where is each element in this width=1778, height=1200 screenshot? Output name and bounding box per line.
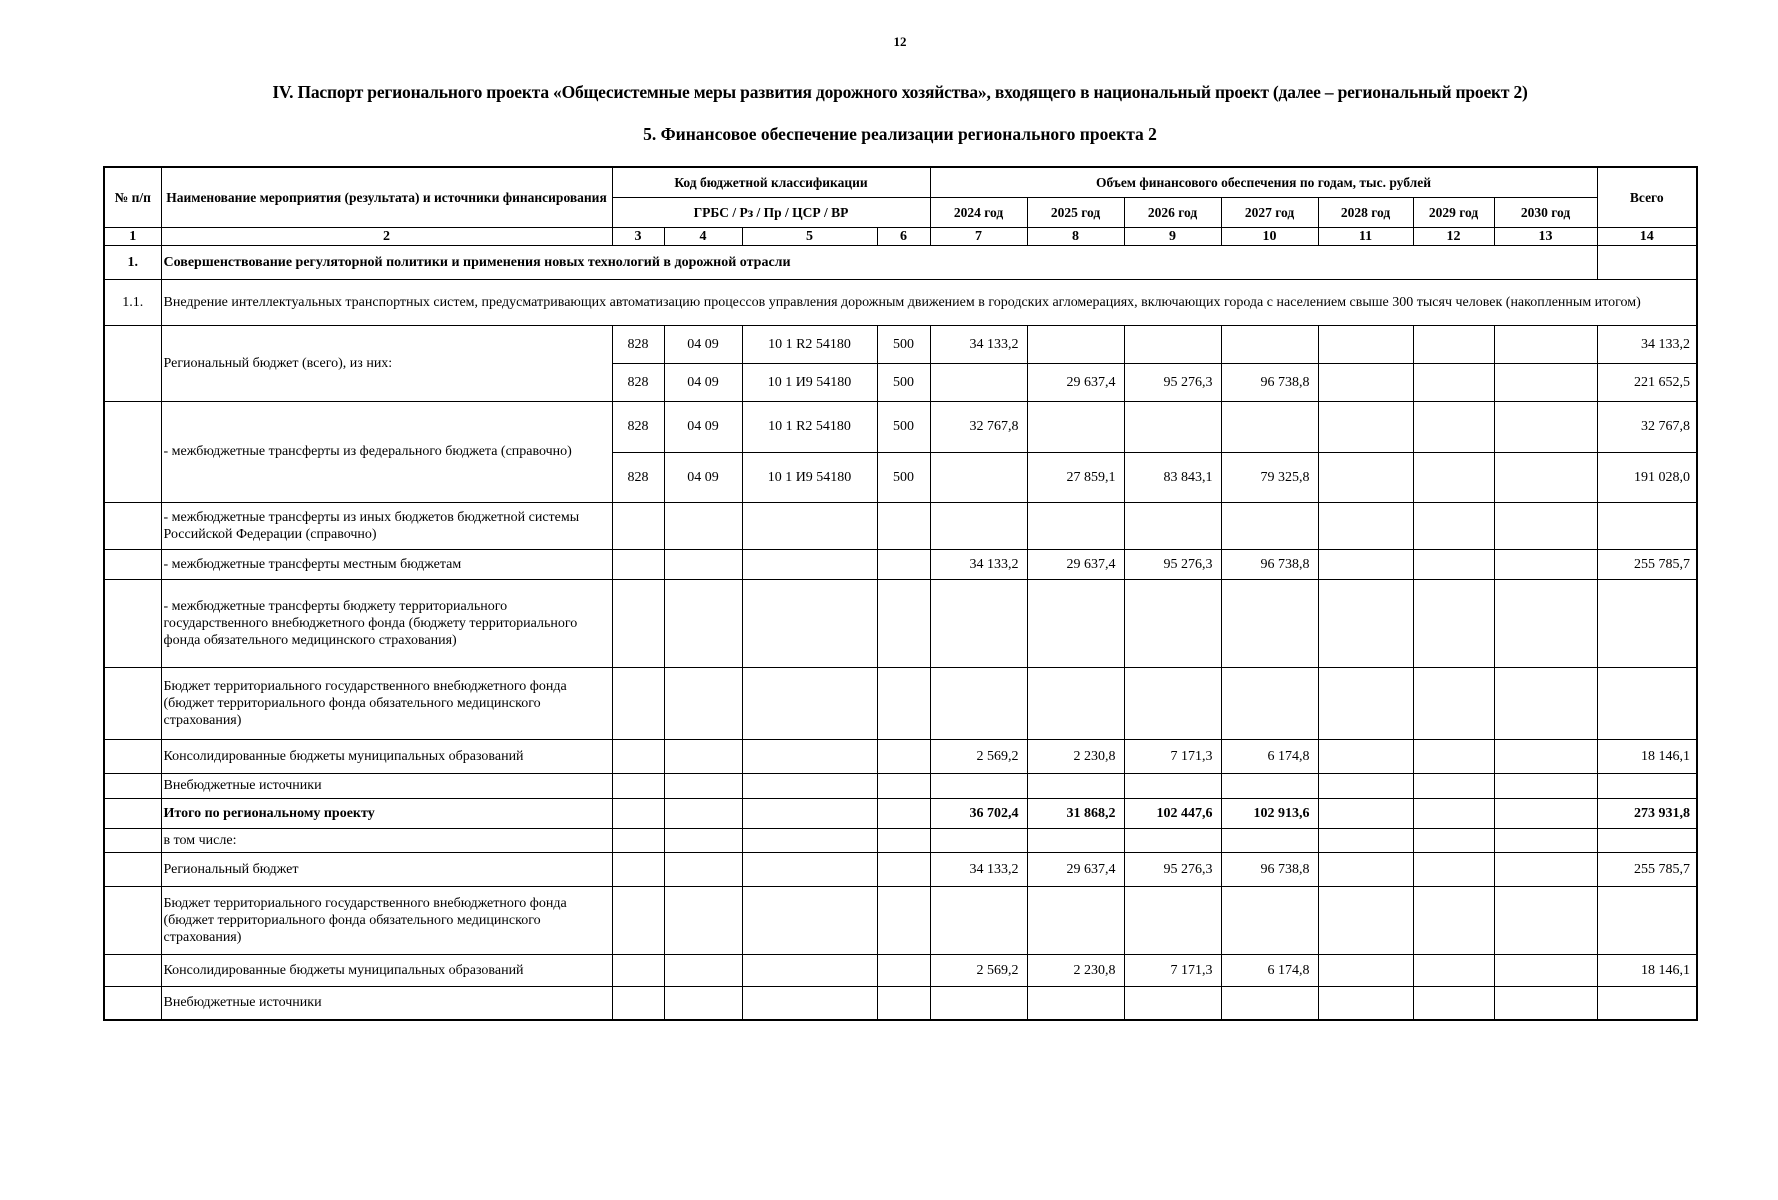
cell-2025: 31 868,2 xyxy=(1027,798,1124,828)
cell-2024: 34 133,2 xyxy=(930,549,1027,579)
cell-2026: 95 276,3 xyxy=(1124,549,1221,579)
table-row xyxy=(104,852,1697,886)
cell-2026: 7 171,3 xyxy=(1124,739,1221,773)
cell-2026 xyxy=(1124,401,1221,452)
cell-csr: 10 1 И9 54180 xyxy=(742,452,877,502)
table-row xyxy=(104,502,1697,549)
header-total: Всего xyxy=(1597,167,1697,227)
cell-rzpr: 04 09 xyxy=(664,452,742,502)
header-year: 2025 год xyxy=(1027,197,1124,227)
header-kbk-sub: ГРБС / Рз / Пр / ЦСР / ВР xyxy=(612,197,930,227)
cell-total: 18 146,1 xyxy=(1597,739,1697,773)
page-number: 12 xyxy=(893,34,907,49)
cell-2024: 36 702,4 xyxy=(930,798,1027,828)
header-name: Наименование мероприятия (результата) и источники финансирования xyxy=(161,167,612,227)
document-heading: IV. Паспорт регионального проекта «Общесистемные меры развития дорожного хозяйства», входящего в национальный проект (далее – региональный проект 2) xyxy=(272,82,1528,102)
index-cell: 10 xyxy=(1221,227,1318,245)
header-year: 2027 год xyxy=(1221,197,1318,227)
cell-2027 xyxy=(1221,401,1318,452)
table-row xyxy=(104,549,1697,579)
index-cell: 2 xyxy=(161,227,612,245)
section-number: 1. xyxy=(104,245,161,279)
cell-total: 273 931,8 xyxy=(1597,798,1697,828)
cell-2027: 96 738,8 xyxy=(1221,363,1318,401)
cell-2026: 95 276,3 xyxy=(1124,363,1221,401)
cell-rzpr: 04 09 xyxy=(664,401,742,452)
cell-2024 xyxy=(930,452,1027,502)
cell-2026: 102 447,6 xyxy=(1124,798,1221,828)
index-cell: 8 xyxy=(1027,227,1124,245)
row-label-extrabudget: Внебюджетные источники xyxy=(161,773,612,798)
cell-total: 221 652,5 xyxy=(1597,363,1697,401)
cell-csr: 10 1 R2 54180 xyxy=(742,325,877,363)
cell-grbs: 828 xyxy=(612,401,664,452)
row-label-including: в том числе: xyxy=(161,828,612,852)
cell-2025 xyxy=(1027,325,1124,363)
index-cell: 14 xyxy=(1597,227,1697,245)
cell-vr: 500 xyxy=(877,452,930,502)
cell-vr: 500 xyxy=(877,325,930,363)
table-row xyxy=(104,739,1697,773)
cell-2024: 34 133,2 xyxy=(930,852,1027,886)
row-label-federal-transfers: - межбюджетные трансферты из федерального бюджета (справочно) xyxy=(161,401,612,502)
table-row xyxy=(104,986,1697,1020)
row-label-municipal: Консолидированные бюджеты муниципальных образований xyxy=(161,739,612,773)
header-kbk: Код бюджетной классификации xyxy=(612,167,930,197)
header-year: 2026 год xyxy=(1124,197,1221,227)
cell-2027: 96 738,8 xyxy=(1221,852,1318,886)
index-cell: 12 xyxy=(1413,227,1494,245)
row-label-regional-budget: Региональный бюджет (всего), из них: xyxy=(161,325,612,401)
row-label-tfoms-transfers: - межбюджетные трансферты бюджету территориального государственного внебюджетного фонда (бюджету территориального фонда обязательного медицинского страхования) xyxy=(161,579,612,667)
table-row-total xyxy=(104,798,1697,828)
cell-2025: 2 230,8 xyxy=(1027,954,1124,986)
cell-2027 xyxy=(1221,325,1318,363)
cell-rzpr: 04 09 xyxy=(664,363,742,401)
cell-total: 191 028,0 xyxy=(1597,452,1697,502)
cell-csr: 10 1 И9 54180 xyxy=(742,363,877,401)
cell-total: 18 146,1 xyxy=(1597,954,1697,986)
cell-2025: 29 637,4 xyxy=(1027,363,1124,401)
cell-2024 xyxy=(930,363,1027,401)
header-year: 2024 год xyxy=(930,197,1027,227)
section-row xyxy=(104,245,1697,279)
cell-total: 255 785,7 xyxy=(1597,549,1697,579)
table-row xyxy=(104,828,1697,852)
table-row xyxy=(104,579,1697,667)
row-label-tfoms-budget: Бюджет территориального государственного внебюджетного фонда (бюджет территориального фонда обязательного медицинского страхования) xyxy=(161,667,612,739)
index-cell: 3 xyxy=(612,227,664,245)
index-cell: 5 xyxy=(742,227,877,245)
cell-2027: 96 738,8 xyxy=(1221,549,1318,579)
cell-2027: 79 325,8 xyxy=(1221,452,1318,502)
cell-vr: 500 xyxy=(877,363,930,401)
cell-rzpr: 04 09 xyxy=(664,325,742,363)
cell-2025: 29 637,4 xyxy=(1027,549,1124,579)
cell-total: 34 133,2 xyxy=(1597,325,1697,363)
header-year: 2029 год xyxy=(1413,197,1494,227)
subsection-number: 1.1. xyxy=(104,279,161,325)
section-subheading: 5. Финансовое обеспечение реализации регионального проекта 2 xyxy=(643,124,1157,144)
cell-2027: 6 174,8 xyxy=(1221,739,1318,773)
index-cell: 9 xyxy=(1124,227,1221,245)
table-row xyxy=(104,954,1697,986)
table-row xyxy=(104,886,1697,954)
row-label-sum-tfoms: Бюджет территориального государственного внебюджетного фонда (бюджет территориального фонда обязательного медицинского страхования) xyxy=(161,886,612,954)
cell-2026: 83 843,1 xyxy=(1124,452,1221,502)
index-row xyxy=(104,227,1697,245)
table-row xyxy=(104,325,1697,363)
row-label-sum-extrabudget: Внебюджетные источники xyxy=(161,986,612,1020)
header-row-1 xyxy=(104,167,1697,197)
subsection-row xyxy=(104,279,1697,325)
index-cell: 1 xyxy=(104,227,161,245)
cell-2027: 6 174,8 xyxy=(1221,954,1318,986)
cell-2024: 2 569,2 xyxy=(930,739,1027,773)
cell-grbs: 828 xyxy=(612,325,664,363)
index-cell: 7 xyxy=(930,227,1027,245)
row-label-other-transfers: - межбюджетные трансферты из иных бюджетов бюджетной системы Российской Федерации (справочно) xyxy=(161,502,612,549)
row-label-grand-total: Итого по региональному проекту xyxy=(161,798,612,828)
cell-total: 255 785,7 xyxy=(1597,852,1697,886)
cell-grbs: 828 xyxy=(612,363,664,401)
header-volume: Объем финансового обеспечения по годам, тыс. рублей xyxy=(930,167,1597,197)
row-label-sum-municipal: Консолидированные бюджеты муниципальных образований xyxy=(161,954,612,986)
cell-2026: 95 276,3 xyxy=(1124,852,1221,886)
cell-csr: 10 1 R2 54180 xyxy=(742,401,877,452)
index-cell: 4 xyxy=(664,227,742,245)
index-cell: 6 xyxy=(877,227,930,245)
cell-grbs: 828 xyxy=(612,452,664,502)
cell-2024: 32 767,8 xyxy=(930,401,1027,452)
cell-2024: 34 133,2 xyxy=(930,325,1027,363)
cell-vr: 500 xyxy=(877,401,930,452)
section-title: Совершенствование регуляторной политики и применения новых технологий в дорожной отрасли xyxy=(161,245,1597,279)
cell-2026: 7 171,3 xyxy=(1124,954,1221,986)
index-cell: 11 xyxy=(1318,227,1413,245)
table-row xyxy=(104,773,1697,798)
financing-table xyxy=(103,166,1698,1021)
cell-2025: 29 637,4 xyxy=(1027,852,1124,886)
index-cell: 13 xyxy=(1494,227,1597,245)
cell-2025 xyxy=(1027,401,1124,452)
header-year: 2030 год xyxy=(1494,197,1597,227)
cell-2025: 2 230,8 xyxy=(1027,739,1124,773)
table-row xyxy=(104,401,1697,452)
header-year: 2028 год xyxy=(1318,197,1413,227)
cell-total: 32 767,8 xyxy=(1597,401,1697,452)
row-label-local-transfers: - межбюджетные трансферты местным бюджетам xyxy=(161,549,612,579)
cell-2026 xyxy=(1124,325,1221,363)
subsection-title: Внедрение интеллектуальных транспортных систем, предусматривающих автоматизацию процессов управления дорожным движением в городских агломерациях, включающих города с населением свыше 300 тысяч человек (накопленным итогом) xyxy=(161,279,1697,325)
cell-2027: 102 913,6 xyxy=(1221,798,1318,828)
header-num: № п/п xyxy=(104,167,161,227)
row-label-sum-regional: Региональный бюджет xyxy=(161,852,612,886)
table-row xyxy=(104,667,1697,739)
cell-2025: 27 859,1 xyxy=(1027,452,1124,502)
cell-2024: 2 569,2 xyxy=(930,954,1027,986)
